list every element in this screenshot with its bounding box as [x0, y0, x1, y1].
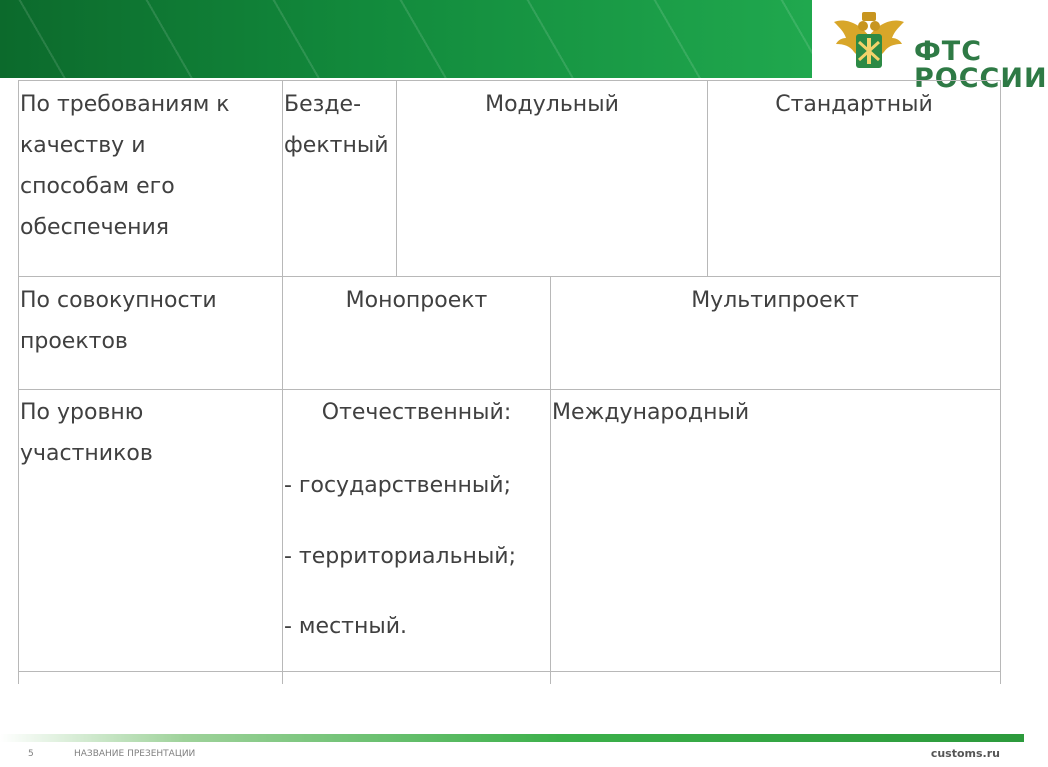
- row3-type-domestic: Отечественный:: [321, 400, 512, 425]
- row3-subtype-local: - местный.: [284, 614, 408, 639]
- row3-subtype-territorial: - территориальный;: [284, 544, 517, 569]
- row1-type-defect-free: Безде- фектный: [284, 92, 389, 158]
- footer-divider: [0, 734, 1024, 742]
- logo-text-russia: РОССИИ: [914, 63, 1048, 94]
- row1-type-modular: Модульный: [485, 92, 619, 117]
- row1-type-standard: Стандартный: [775, 92, 933, 117]
- site-url: customs.ru: [930, 747, 1000, 760]
- logo-text-fts: ФТС: [914, 36, 983, 67]
- header-banner: [0, 0, 812, 78]
- row2-type-multiproject: Мультипроект: [691, 288, 859, 313]
- emblem-icon: [832, 8, 906, 78]
- presentation-title: НАЗВАНИЕ ПРЕЗЕНТАЦИИ: [74, 749, 196, 759]
- slide-number: 5: [28, 749, 34, 759]
- project-types-table: [18, 80, 1001, 684]
- logo: [812, 0, 1048, 94]
- row1-criterion: По требованиям к качеству и способам его обеспечения: [20, 92, 230, 240]
- row3-subtype-state: - государственный;: [284, 473, 511, 498]
- row2-type-monoproject: Монопроект: [345, 288, 488, 313]
- row3-type-international: Международный: [552, 400, 750, 425]
- row3-criterion: По уровню участников: [20, 400, 153, 466]
- row2-criterion: По совокупности проектов: [20, 288, 217, 354]
